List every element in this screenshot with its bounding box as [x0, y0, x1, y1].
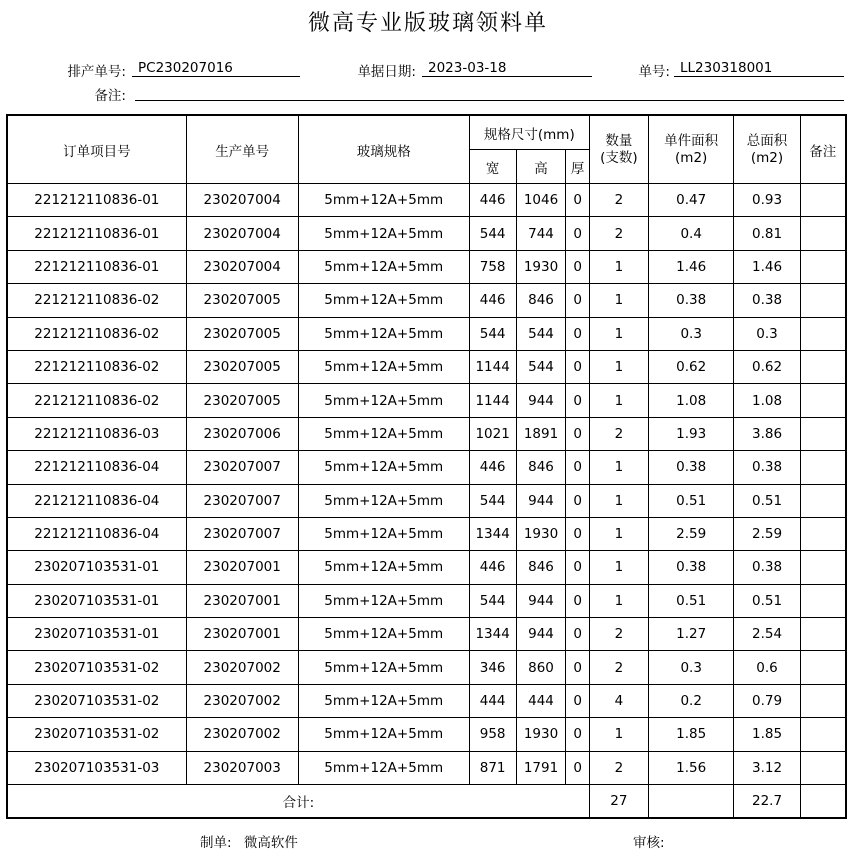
cell-width: 871 — [469, 751, 516, 784]
totals-total-area: 22.7 — [734, 785, 800, 819]
reviewer-field — [633, 831, 665, 851]
cell-thickness: 0 — [566, 317, 589, 350]
cell-height: 1891 — [516, 417, 566, 450]
cell-order-item: 221212110836-01 — [7, 184, 186, 217]
cell-thickness: 0 — [566, 484, 589, 517]
cell-unit-area: 0.51 — [648, 484, 734, 517]
cell-order-item: 230207103531-03 — [7, 751, 186, 784]
cell-thickness: 0 — [566, 651, 589, 684]
cell-total-area: 1.85 — [734, 718, 800, 751]
cell-production-no: 230207005 — [186, 384, 298, 417]
cell-quantity: 2 — [589, 217, 648, 250]
col-unit-area-line2: (m2) — [675, 149, 708, 166]
col-quantity-line1: 数量 — [605, 132, 633, 149]
col-unit-area-line1: 单件面积 — [664, 132, 719, 149]
reviewer-label: 审核: — [633, 835, 665, 851]
cell-thickness: 0 — [566, 584, 589, 617]
cell-total-area: 0.38 — [734, 451, 800, 484]
cell-height: 846 — [516, 284, 566, 317]
cell-unit-area: 0.38 — [648, 551, 734, 584]
cell-width: 346 — [469, 651, 516, 684]
table-row — [7, 618, 846, 651]
cell-order-item: 221212110836-02 — [7, 350, 186, 383]
cell-unit-area: 0.62 — [648, 350, 734, 383]
cell-unit-area: 0.38 — [648, 451, 734, 484]
cell-order-item: 221212110836-04 — [7, 517, 186, 550]
cell-order-item: 230207103531-02 — [7, 718, 186, 751]
maker-field — [200, 831, 298, 851]
cell-quantity: 2 — [589, 651, 648, 684]
cell-quantity: 1 — [589, 284, 648, 317]
cell-height: 544 — [516, 317, 566, 350]
cell-production-no: 230207005 — [186, 317, 298, 350]
cell-production-no: 230207005 — [186, 350, 298, 383]
cell-remark — [800, 718, 846, 751]
cell-total-area: 2.59 — [734, 517, 800, 550]
table-row — [7, 517, 846, 550]
table-row — [7, 417, 846, 450]
cell-production-no: 230207002 — [186, 684, 298, 717]
doc-no-value: LL230318001 — [674, 60, 844, 77]
cell-production-no: 230207001 — [186, 551, 298, 584]
cell-thickness: 0 — [566, 751, 589, 784]
maker-value: 微高软件 — [243, 835, 298, 851]
cell-quantity: 1 — [589, 718, 648, 751]
cell-width: 446 — [469, 184, 516, 217]
cell-unit-area: 0.38 — [648, 284, 734, 317]
cell-total-area: 3.86 — [734, 417, 800, 450]
cell-quantity: 1 — [589, 350, 648, 383]
cell-total-area: 0.38 — [734, 551, 800, 584]
cell-quantity: 2 — [589, 751, 648, 784]
cell-glass-spec: 5mm+12A+5mm — [298, 384, 469, 417]
cell-remark — [800, 684, 846, 717]
cell-glass-spec: 5mm+12A+5mm — [298, 584, 469, 617]
cell-production-no: 230207003 — [186, 751, 298, 784]
cell-remark — [800, 217, 846, 250]
cell-quantity: 1 — [589, 517, 648, 550]
cell-unit-area: 0.2 — [648, 684, 734, 717]
cell-production-no: 230207001 — [186, 584, 298, 617]
cell-thickness: 0 — [566, 684, 589, 717]
table-row — [7, 184, 846, 217]
document-title: 微高专业版玻璃领料单 — [307, 11, 548, 36]
cell-height: 444 — [516, 684, 566, 717]
cell-total-area: 0.81 — [734, 217, 800, 250]
cell-order-item: 221212110836-01 — [7, 250, 186, 283]
cell-unit-area: 2.59 — [648, 517, 734, 550]
table-row — [7, 718, 846, 751]
totals-label: 合计: — [7, 785, 589, 819]
cell-quantity: 1 — [589, 250, 648, 283]
cell-total-area: 0.6 — [734, 651, 800, 684]
cell-total-area: 2.54 — [734, 618, 800, 651]
table-body — [7, 184, 846, 785]
cell-order-item: 221212110836-02 — [7, 284, 186, 317]
cell-production-no: 230207006 — [186, 417, 298, 450]
col-glass-spec: 玻璃规格 — [298, 115, 469, 184]
cell-quantity: 1 — [589, 551, 648, 584]
cell-glass-spec: 5mm+12A+5mm — [298, 718, 469, 751]
table-row — [7, 384, 846, 417]
cell-thickness: 0 — [566, 517, 589, 550]
cell-height: 944 — [516, 484, 566, 517]
cell-thickness: 0 — [566, 718, 589, 751]
cell-height: 860 — [516, 651, 566, 684]
cell-glass-spec: 5mm+12A+5mm — [298, 618, 469, 651]
table-row — [7, 551, 846, 584]
col-total-area-line1: 总面积 — [746, 132, 788, 149]
table-row — [7, 317, 846, 350]
col-thickness: 厚 — [566, 150, 589, 184]
cell-remark — [800, 317, 846, 350]
cell-width: 446 — [469, 551, 516, 584]
cell-production-no: 230207007 — [186, 517, 298, 550]
cell-width: 1144 — [469, 384, 516, 417]
cell-total-area: 1.46 — [734, 250, 800, 283]
cell-height: 944 — [516, 384, 566, 417]
cell-order-item: 230207103531-02 — [7, 651, 186, 684]
table-row — [7, 350, 846, 383]
maker-label: 制单: — [200, 835, 232, 851]
cell-width: 544 — [469, 484, 516, 517]
cell-total-area: 0.51 — [734, 584, 800, 617]
schedule-no-value: PC230207016 — [132, 60, 300, 77]
cell-remark — [800, 484, 846, 517]
table-row — [7, 284, 846, 317]
cell-remark — [800, 451, 846, 484]
table-row — [7, 751, 846, 784]
cell-width: 1144 — [469, 350, 516, 383]
cell-glass-spec: 5mm+12A+5mm — [298, 551, 469, 584]
cell-unit-area: 0.3 — [648, 317, 734, 350]
cell-glass-spec: 5mm+12A+5mm — [298, 284, 469, 317]
cell-unit-area: 0.4 — [648, 217, 734, 250]
cell-thickness: 0 — [566, 284, 589, 317]
col-unit-area — [648, 115, 734, 184]
cell-height: 846 — [516, 551, 566, 584]
cell-unit-area: 0.3 — [648, 651, 734, 684]
cell-remark — [800, 184, 846, 217]
cell-order-item: 221212110836-02 — [7, 317, 186, 350]
cell-width: 444 — [469, 684, 516, 717]
cell-height: 1930 — [516, 250, 566, 283]
cell-order-item: 221212110836-01 — [7, 217, 186, 250]
cell-quantity: 1 — [589, 484, 648, 517]
table-row — [7, 451, 846, 484]
cell-quantity: 2 — [589, 417, 648, 450]
date-label: 单据日期: — [357, 64, 416, 80]
cell-remark — [800, 551, 846, 584]
cell-quantity: 1 — [589, 584, 648, 617]
totals-unit-area — [648, 785, 734, 819]
cell-thickness: 0 — [566, 217, 589, 250]
cell-remark — [800, 417, 846, 450]
cell-width: 1344 — [469, 517, 516, 550]
cell-remark — [800, 751, 846, 784]
cell-order-item: 230207103531-01 — [7, 551, 186, 584]
cell-glass-spec: 5mm+12A+5mm — [298, 651, 469, 684]
cell-quantity: 1 — [589, 451, 648, 484]
cell-order-item: 221212110836-04 — [7, 451, 186, 484]
cell-unit-area: 1.93 — [648, 417, 734, 450]
cell-width: 1021 — [469, 417, 516, 450]
cell-height: 846 — [516, 451, 566, 484]
remark-label: 备注: — [94, 88, 126, 104]
cell-glass-spec: 5mm+12A+5mm — [298, 417, 469, 450]
cell-order-item: 221212110836-02 — [7, 384, 186, 417]
cell-height: 1930 — [516, 517, 566, 550]
cell-production-no: 230207004 — [186, 250, 298, 283]
cell-glass-spec: 5mm+12A+5mm — [298, 451, 469, 484]
cell-total-area: 3.12 — [734, 751, 800, 784]
totals-remark — [800, 785, 846, 819]
table-row — [7, 684, 846, 717]
cell-remark — [800, 517, 846, 550]
cell-height: 1791 — [516, 751, 566, 784]
cell-width: 758 — [469, 250, 516, 283]
cell-width: 544 — [469, 317, 516, 350]
cell-glass-spec: 5mm+12A+5mm — [298, 751, 469, 784]
cell-height: 1930 — [516, 718, 566, 751]
col-total-area-line2: (m2) — [750, 149, 784, 166]
col-total-area — [734, 115, 800, 184]
cell-production-no: 230207002 — [186, 651, 298, 684]
cell-glass-spec: 5mm+12A+5mm — [298, 317, 469, 350]
cell-thickness: 0 — [566, 551, 589, 584]
cell-unit-area: 1.85 — [648, 718, 734, 751]
cell-height: 544 — [516, 350, 566, 383]
cell-total-area: 0.38 — [734, 284, 800, 317]
cell-remark — [800, 618, 846, 651]
cell-width: 446 — [469, 284, 516, 317]
cell-total-area: 0.3 — [734, 317, 800, 350]
cell-production-no: 230207005 — [186, 284, 298, 317]
remark-value — [135, 84, 844, 101]
cell-order-item: 230207103531-02 — [7, 684, 186, 717]
cell-width: 446 — [469, 451, 516, 484]
cell-unit-area: 1.56 — [648, 751, 734, 784]
cell-total-area: 1.08 — [734, 384, 800, 417]
cell-total-area: 0.93 — [734, 184, 800, 217]
cell-width: 958 — [469, 718, 516, 751]
cell-height: 1046 — [516, 184, 566, 217]
cell-total-area: 0.79 — [734, 684, 800, 717]
cell-unit-area: 1.08 — [648, 384, 734, 417]
date-value: 2023-03-18 — [422, 60, 592, 77]
totals-quantity: 27 — [589, 785, 648, 819]
table-row — [7, 584, 846, 617]
col-quantity-line2: (支数) — [600, 149, 638, 166]
cell-thickness: 0 — [566, 250, 589, 283]
table-row — [7, 250, 846, 283]
table-row — [7, 484, 846, 517]
cell-production-no: 230207004 — [186, 184, 298, 217]
cell-thickness: 0 — [566, 451, 589, 484]
cell-order-item: 221212110836-03 — [7, 417, 186, 450]
cell-unit-area: 0.51 — [648, 584, 734, 617]
col-width: 宽 — [469, 150, 516, 184]
cell-remark — [800, 350, 846, 383]
cell-thickness: 0 — [566, 384, 589, 417]
cell-width: 544 — [469, 584, 516, 617]
cell-production-no: 230207002 — [186, 718, 298, 751]
cell-width: 1344 — [469, 618, 516, 651]
col-production-no: 生产单号 — [186, 115, 298, 184]
cell-unit-area: 1.46 — [648, 250, 734, 283]
cell-order-item: 230207103531-01 — [7, 584, 186, 617]
cell-height: 744 — [516, 217, 566, 250]
cell-thickness: 0 — [566, 184, 589, 217]
cell-glass-spec: 5mm+12A+5mm — [298, 684, 469, 717]
cell-thickness: 0 — [566, 417, 589, 450]
cell-quantity: 1 — [589, 317, 648, 350]
cell-height: 944 — [516, 584, 566, 617]
material-table — [6, 114, 847, 819]
cell-remark — [800, 584, 846, 617]
cell-glass-spec: 5mm+12A+5mm — [298, 350, 469, 383]
cell-quantity: 4 — [589, 684, 648, 717]
schedule-no-label: 排产单号: — [67, 64, 126, 80]
cell-glass-spec: 5mm+12A+5mm — [298, 517, 469, 550]
doc-no-label: 单号: — [638, 64, 670, 80]
cell-quantity: 2 — [589, 618, 648, 651]
cell-total-area: 0.62 — [734, 350, 800, 383]
cell-thickness: 0 — [566, 350, 589, 383]
col-size-group: 规格尺寸(mm) — [469, 115, 589, 150]
cell-remark — [800, 651, 846, 684]
cell-width: 544 — [469, 217, 516, 250]
col-remark: 备注 — [800, 115, 846, 184]
table-row — [7, 651, 846, 684]
cell-glass-spec: 5mm+12A+5mm — [298, 250, 469, 283]
cell-glass-spec: 5mm+12A+5mm — [298, 217, 469, 250]
cell-unit-area: 0.47 — [648, 184, 734, 217]
col-order-item: 订单项目号 — [7, 115, 186, 184]
cell-quantity: 1 — [589, 384, 648, 417]
cell-remark — [800, 384, 846, 417]
cell-production-no: 230207004 — [186, 217, 298, 250]
cell-height: 944 — [516, 618, 566, 651]
cell-remark — [800, 284, 846, 317]
cell-remark — [800, 250, 846, 283]
cell-production-no: 230207001 — [186, 618, 298, 651]
cell-total-area: 0.51 — [734, 484, 800, 517]
col-quantity — [589, 115, 648, 184]
cell-order-item: 221212110836-04 — [7, 484, 186, 517]
cell-production-no: 230207007 — [186, 451, 298, 484]
cell-unit-area: 1.27 — [648, 618, 734, 651]
cell-glass-spec: 5mm+12A+5mm — [298, 484, 469, 517]
cell-thickness: 0 — [566, 618, 589, 651]
cell-production-no: 230207007 — [186, 484, 298, 517]
cell-order-item: 230207103531-01 — [7, 618, 186, 651]
table-row — [7, 217, 846, 250]
cell-quantity: 2 — [589, 184, 648, 217]
col-height: 高 — [516, 150, 566, 184]
cell-glass-spec: 5mm+12A+5mm — [298, 184, 469, 217]
